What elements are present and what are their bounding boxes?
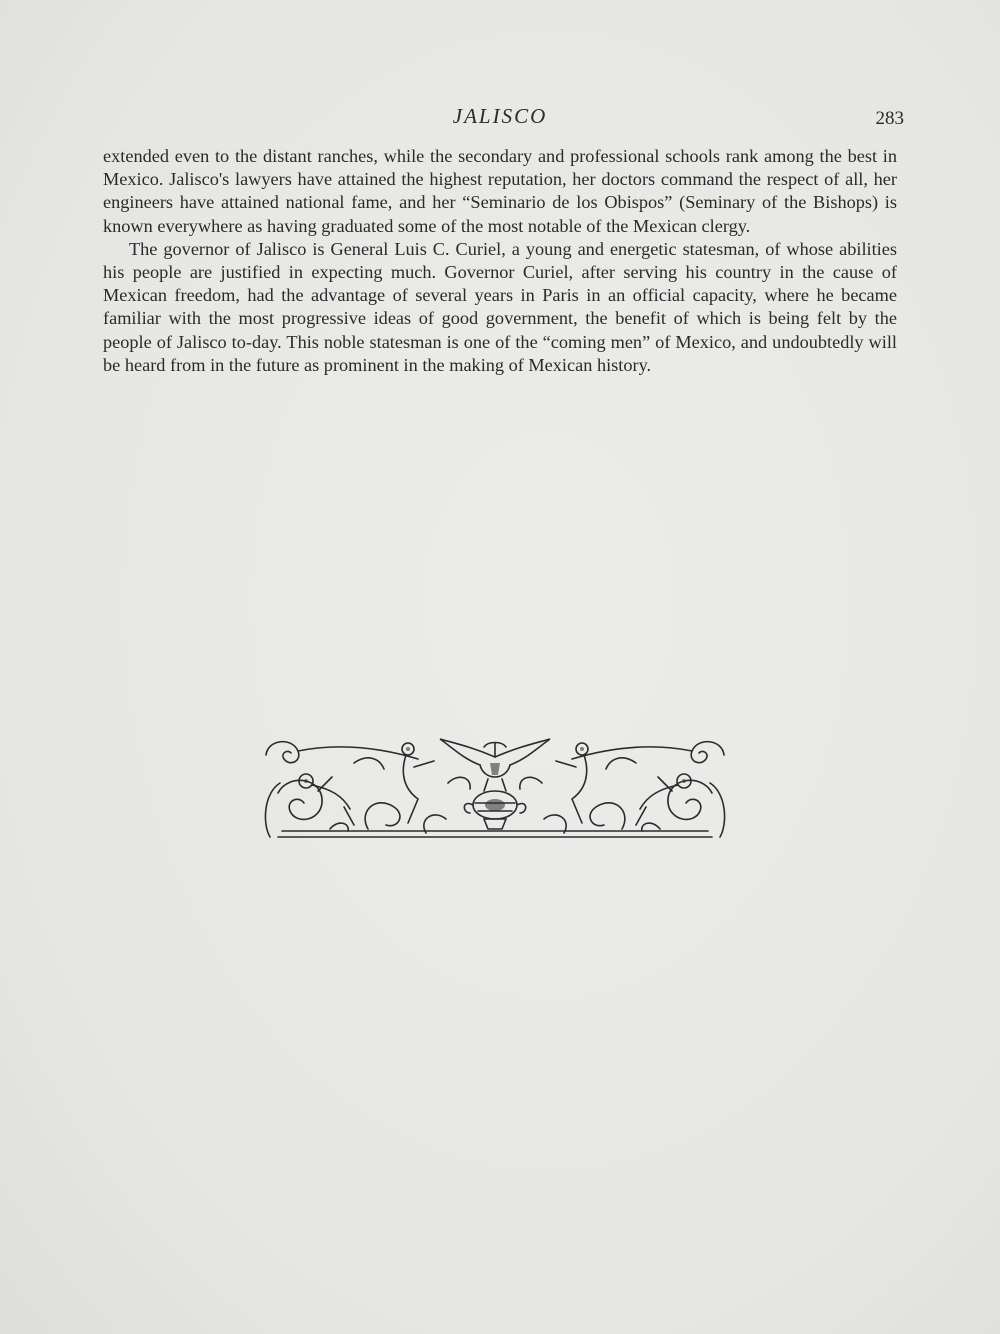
decorative-tailpiece-icon — [258, 733, 732, 845]
running-head — [100, 104, 904, 134]
body-text — [103, 145, 897, 377]
paragraph-2: The governor of Jalisco is General Luis C. Curiel, a young and energetic statesman, of whose abilities his people are justified in expecting much. Governor Curiel, after serving his country in the cause of Mexican freedom, had the advantage of several years in Paris in an official capacity, where he became familiar with the most progressive ideas of good government, the benefit of which is being felt by the people of Jalisco to-day. This noble statesman is one of the “coming men” of Mexico, and undoubtedly will be heard from in the future as prominent in the making of Mexican history. — [103, 238, 897, 375]
page-number: 283 — [875, 108, 904, 129]
running-title: JALISCO — [452, 104, 548, 128]
paragraph-1: extended even to the distant ranches, while the secondary and professional schools rank among the best in Mexico. Jalisco's lawyers have attained the highest reputation, her doctors command the respect of all, her engineers have attained national fame, and her “Seminario de los Obispos” (Seminary of the Bishops) is known everywhere as having graduated some of the most notable of the Mexican clergy. — [103, 146, 897, 236]
